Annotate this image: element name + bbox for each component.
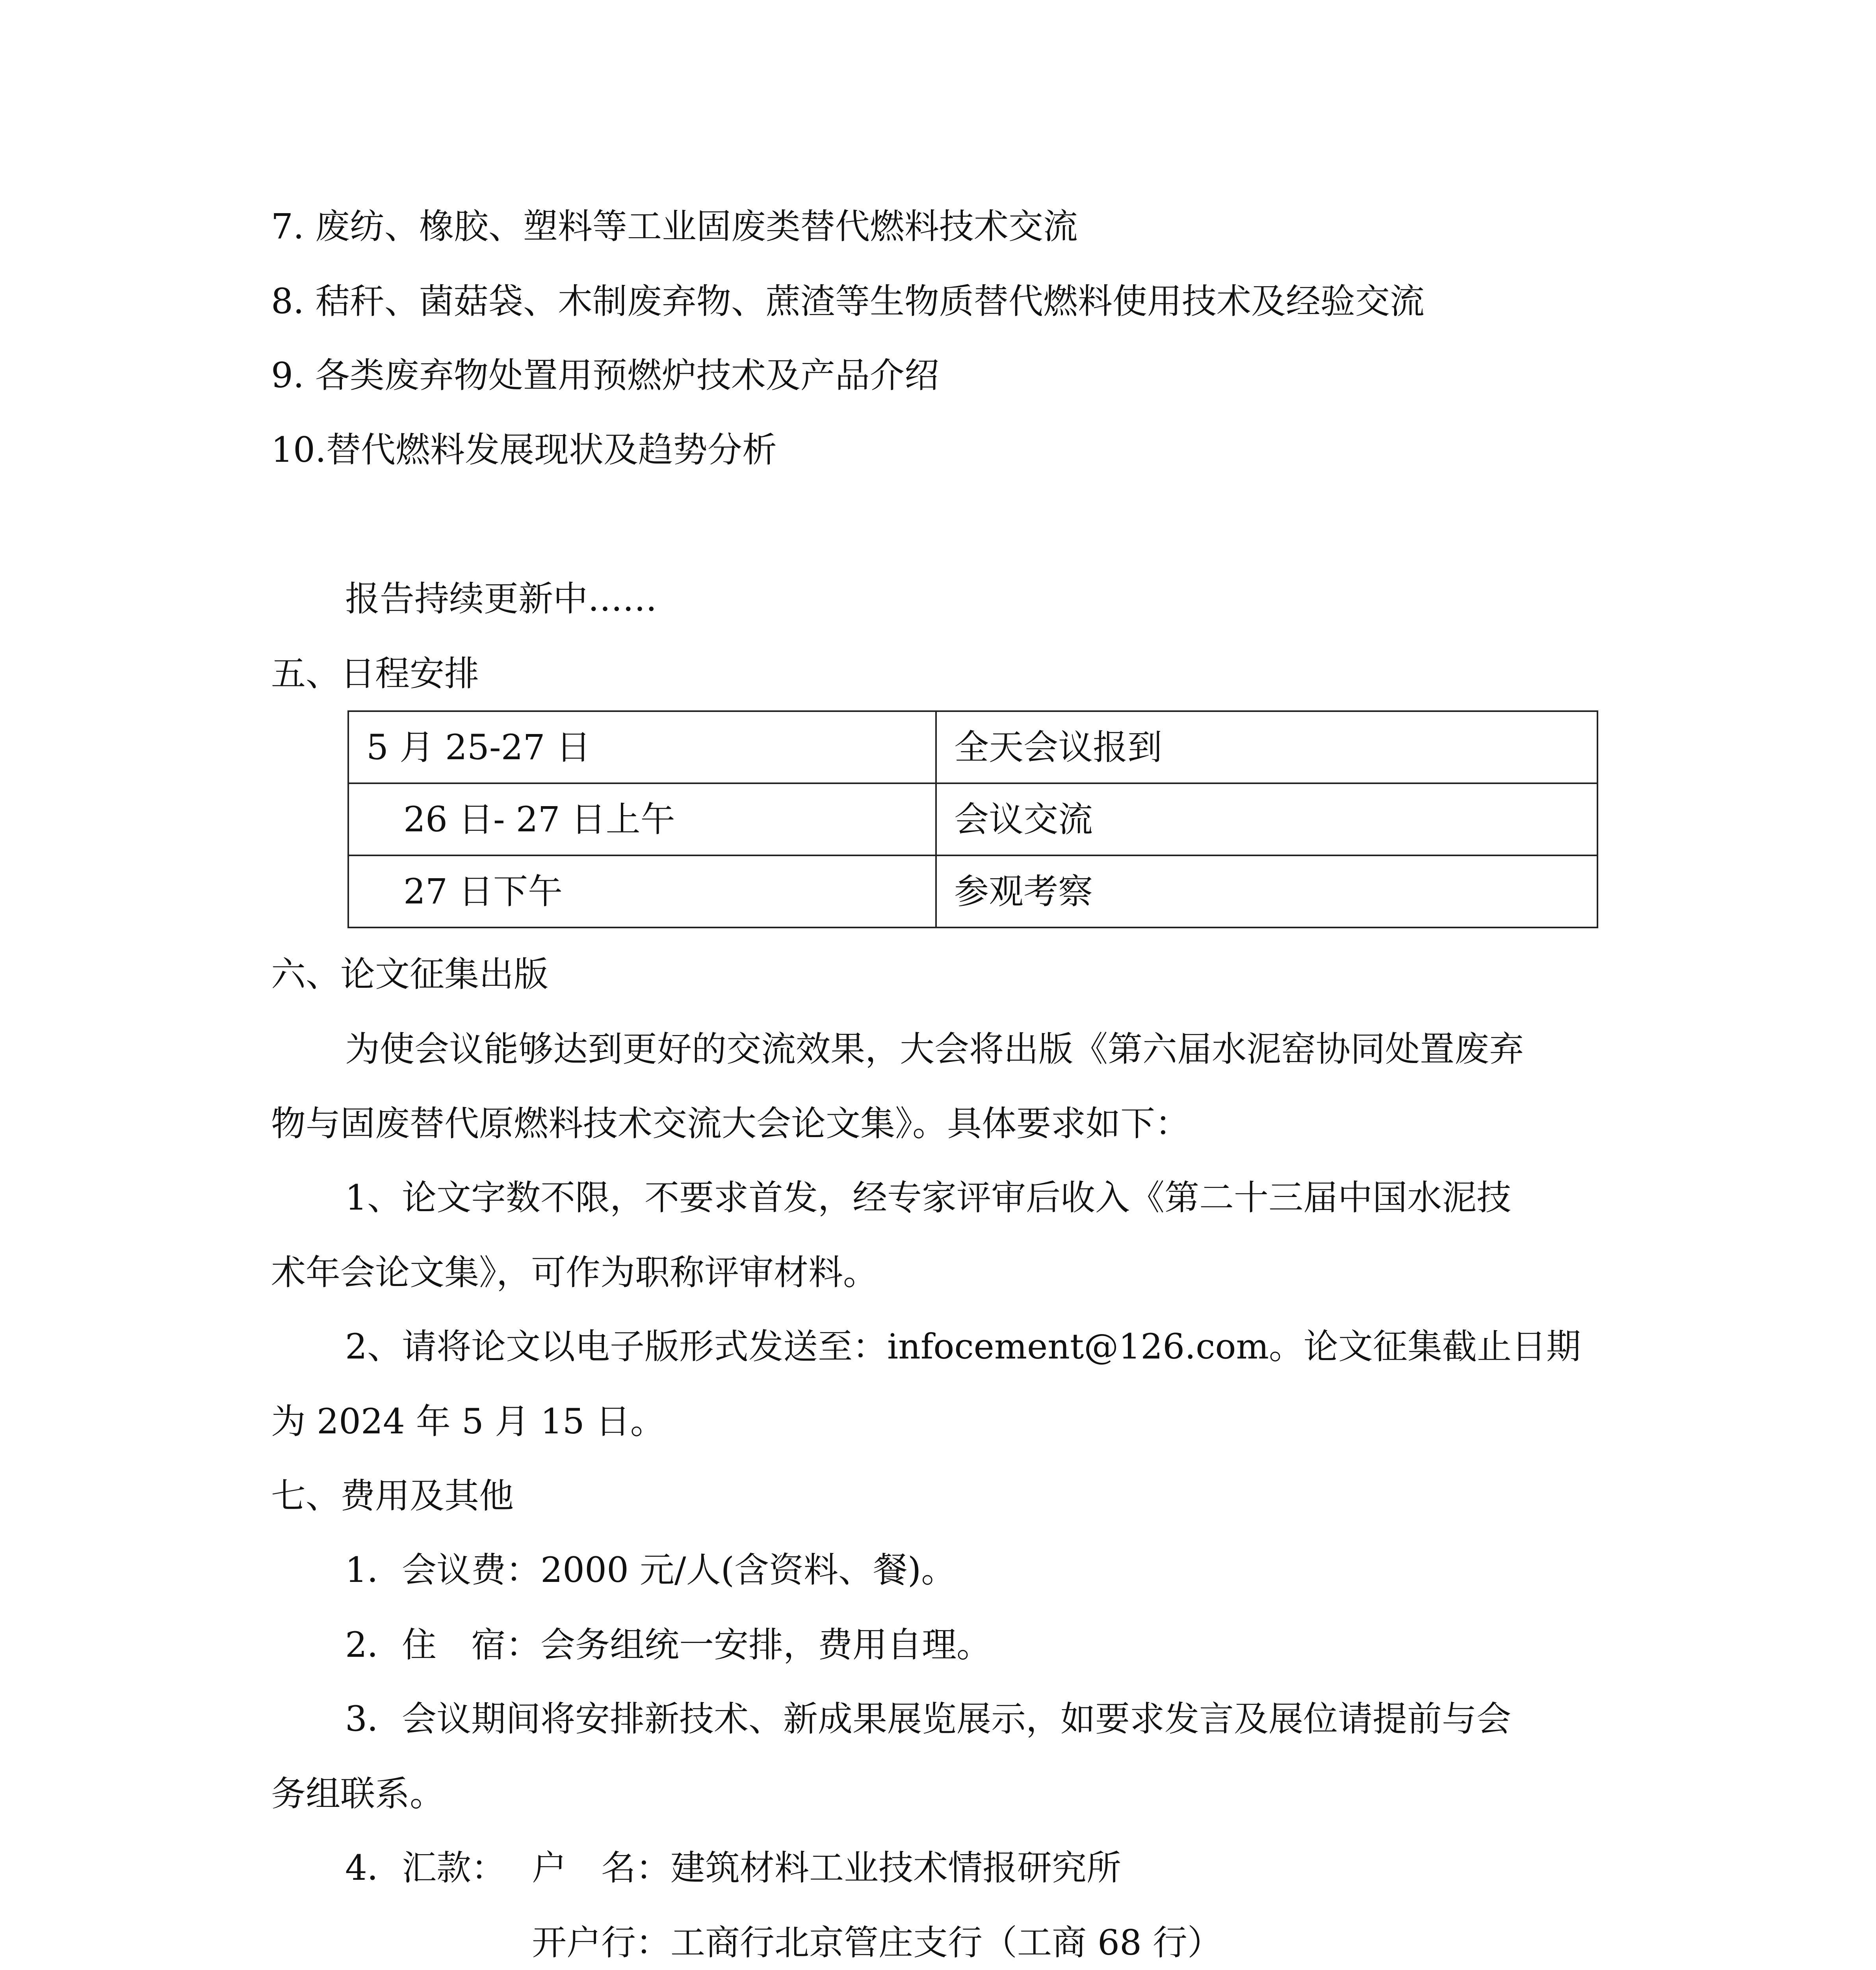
schedule-activity: 参观考察 (936, 855, 1597, 927)
papers-heading: 六、论文征集出版 (271, 954, 549, 994)
fees-heading: 七、费用及其他 (271, 1476, 514, 1516)
fees-item-2: 2．住 宿：会务组统一安排，费用自理。 (345, 1624, 991, 1665)
topic-item-9: 9. 各类废弃物处置用预燃炉技术及产品介绍 (271, 355, 939, 396)
bank-name: 开户行：工商行北京管庄支行（工商 68 行） (532, 1922, 1222, 1963)
schedule-row (348, 711, 1597, 783)
schedule-activity: 会议交流 (936, 783, 1597, 855)
schedule-time: 27 日下午 (348, 855, 936, 927)
schedule-row (348, 783, 1597, 855)
topic-item-8: 8. 秸秆、菌菇袋、木制废弃物、蔗渣等生物质替代燃料使用技术及经验交流 (271, 281, 1425, 322)
fees-item-1: 1．会议费：2000 元/人(含资料、餐)。 (345, 1550, 956, 1590)
schedule-activity: 全天会议报到 (936, 711, 1597, 783)
papers-item-1-line-1: 1、论文字数不限，不要求首发，经专家评审后收入《第二十三届中国水泥技 (345, 1177, 1511, 1218)
papers-intro-line-1: 为使会议能够达到更好的交流效果，大会将出版《第六届水泥窑协同处置废弃 (345, 1029, 1524, 1069)
topic-item-7: 7. 废纺、橡胶、塑料等工业固废类替代燃料技术交流 (271, 206, 1078, 247)
schedule-time: 26 日- 27 日上午 (348, 783, 936, 855)
papers-intro-line-2: 物与固废替代原燃料技术交流大会论文集》。具体要求如下： (271, 1103, 1190, 1144)
schedule-heading: 五、日程安排 (271, 653, 479, 694)
papers-item-2-line-2: 为 2024 年 5 月 15 日。 (271, 1401, 665, 1442)
topic-item-10: 10.替代燃料发展现状及趋势分析 (271, 429, 777, 470)
account-name: 户 名：建筑材料工业技术情报研究所 (532, 1847, 1122, 1888)
papers-item-2-line-1: 2、请将论文以电子版形式发送至：infocement@126.com。论文征集截止日期 (345, 1326, 1581, 1367)
schedule-row (348, 855, 1597, 927)
schedule-time: 5 月 25-27 日 (348, 711, 936, 783)
report-update-note: 报告持续更新中…… (345, 578, 658, 619)
fees-item-4-label: 4．汇款： (345, 1847, 506, 1888)
fees-item-3-line-1: 3．会议期间将安排新技术、新成果展览展示，如要求发言及展位请提前与会 (345, 1699, 1511, 1739)
fees-item-3-line-2: 务组联系。 (271, 1773, 445, 1814)
schedule-table (347, 710, 1598, 928)
papers-item-1-line-2: 术年会论文集》，可作为职称评审材料。 (271, 1252, 878, 1293)
